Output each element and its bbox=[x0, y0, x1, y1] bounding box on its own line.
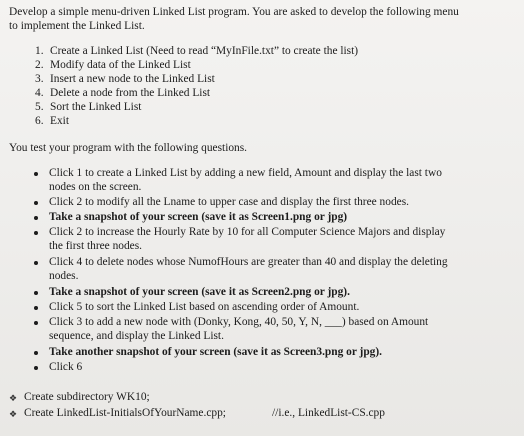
test-step-line: nodes. bbox=[49, 270, 79, 282]
intro-line-1: Develop a simple menu-driven Linked List program. You are asked to develop the following menu bbox=[9, 6, 459, 18]
menu-item-text: Sort the Linked List bbox=[50, 101, 142, 113]
menu-item-text: Exit bbox=[50, 115, 69, 127]
test-step-line: Click 1 to create a Linked List by adding a new field, Amount and display the last two bbox=[49, 167, 442, 179]
menu-item-text: Modify data of the Linked List bbox=[50, 59, 191, 71]
intro-line-2: to implement the Linked List. bbox=[9, 20, 145, 32]
menu-item-number: 1. bbox=[35, 45, 44, 57]
bullet-dot bbox=[34, 261, 38, 265]
footer-item-note: //i.e., LinkedList-CS.cpp bbox=[272, 407, 385, 419]
diamond-bullet-icon: ❖ bbox=[9, 393, 18, 403]
test-step-line-bold: Take a snapshot of your screen (save it as Screen1.png or jpg) bbox=[49, 211, 348, 223]
bullet-dot bbox=[34, 172, 38, 176]
footer-item: Create subdirectory WK10; bbox=[24, 391, 150, 403]
menu-item-text: Insert a new node to the Linked List bbox=[50, 73, 215, 85]
test-intro: You test your program with the following questions. bbox=[9, 142, 248, 154]
test-step-line: nodes on the screen. bbox=[49, 181, 142, 193]
menu-item-number: 2. bbox=[35, 59, 44, 71]
menu-item-number: 4. bbox=[35, 87, 44, 99]
bullet-dot bbox=[34, 306, 38, 310]
footer-item: Create LinkedList-InitialsOfYourName.cpp; bbox=[24, 407, 226, 419]
test-step-line-bold: Take a snapshot of your screen (save it as Screen2.png or jpg). bbox=[49, 286, 350, 298]
test-step-line: Click 2 to increase the Hourly Rate by 10 for all Computer Science Majors and display bbox=[49, 226, 446, 238]
test-step-line: sequence, and display the Linked List. bbox=[49, 330, 224, 342]
menu-item-number: 3. bbox=[35, 73, 44, 85]
menu-item-text: Delete a node from the Linked List bbox=[50, 87, 211, 99]
bullet-dot bbox=[34, 201, 38, 205]
menu-item-number: 5. bbox=[35, 101, 44, 113]
test-step-line: Click 3 to add a new node with (Donky, Kong, 40, 50, Y, N, ___) based on Amount bbox=[49, 316, 429, 328]
menu-item-number: 6. bbox=[35, 115, 44, 127]
test-step-line: the first three nodes. bbox=[49, 240, 142, 252]
test-step-line-bold: Take another snapshot of your screen (save it as Screen3.png or jpg). bbox=[49, 346, 382, 358]
test-step-line: Click 4 to delete nodes whose NumofHours are greater than 40 and display the deleting bbox=[49, 256, 448, 268]
bullet-dot bbox=[34, 231, 38, 235]
test-step-line: Click 6 bbox=[49, 361, 83, 373]
bullet-dot bbox=[34, 321, 38, 325]
bullet-dot bbox=[34, 291, 38, 295]
bullet-dot bbox=[34, 216, 38, 220]
menu-item-text: Create a Linked List (Need to read “MyInFile.txt” to create the list) bbox=[50, 45, 359, 57]
diamond-bullet-icon: ❖ bbox=[9, 409, 18, 419]
test-step-line: Click 5 to sort the Linked List based on ascending order of Amount. bbox=[49, 301, 360, 313]
bullet-dot bbox=[34, 351, 38, 355]
bullet-dot bbox=[34, 366, 38, 370]
test-step-line: Click 2 to modify all the Lname to upper case and display the first three nodes. bbox=[49, 196, 409, 208]
